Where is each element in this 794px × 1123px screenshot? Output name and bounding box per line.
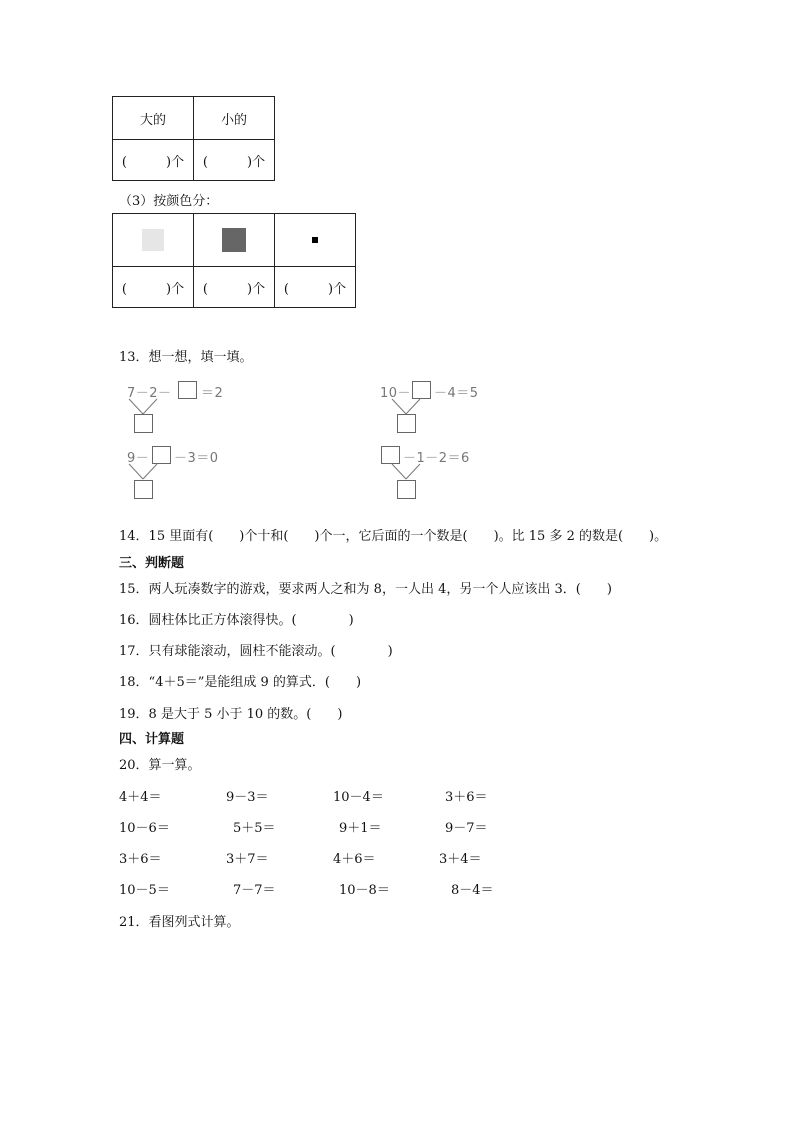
section4-heading: 四、计算题 (119, 732, 185, 747)
calc-item: 9＋1＝ (339, 821, 382, 836)
size-table (112, 96, 275, 181)
calc-item: 7－7＝ (233, 883, 276, 898)
color-blank-dark[interactable]: ( )个 (194, 267, 275, 308)
light-gray-square (142, 229, 164, 251)
calc-item: 4＋4＝ (119, 790, 162, 805)
q21-title: 21．看图列式计算。 (119, 915, 240, 930)
calc-item: 10－5＝ (119, 883, 170, 898)
size-blank-big[interactable]: ( )个 (113, 140, 194, 181)
eq2-left: 10－ (380, 386, 412, 401)
color-section-label: （3）按颜色分： (119, 194, 219, 209)
size-blank-small[interactable]: ( )个 (194, 140, 275, 181)
calc-item: 9－7＝ (445, 821, 488, 836)
color-cell-black (275, 214, 356, 267)
calc-item: 10－4＝ (333, 790, 384, 805)
eq2-split-box[interactable] (397, 414, 416, 433)
q15: 15．两人玩凑数字的游戏，要求两人之和为 8，一人出 4，另一个人应该出 3．( ) (119, 582, 612, 597)
calc-item: 9－3＝ (226, 790, 269, 805)
eq1-left: 7－2－ (127, 386, 172, 401)
q18: 18．“4＋5＝”是能组成 9 的算式．( ) (119, 675, 362, 690)
calc-item: 8－4＝ (451, 883, 494, 898)
eq3-left: 9－ (127, 451, 150, 466)
q13-title: 13．想一想，填一填。 (119, 350, 253, 365)
calc-item: 3＋6＝ (445, 790, 488, 805)
calc-item: 10－8＝ (339, 883, 390, 898)
eq3-split-lines (126, 463, 166, 481)
color-table (112, 213, 356, 308)
dark-gray-square (222, 228, 246, 252)
q14: 14．15 里面有( )个十和( )个一，它后面的一个数是( )。比 15 多 2 的数是( )。 (119, 529, 668, 544)
color-cell-dark (194, 214, 275, 267)
eq3-right: －3＝0 (174, 451, 219, 466)
section3-heading: 三、判断题 (119, 556, 185, 571)
calc-item: 3＋6＝ (119, 852, 162, 867)
eq4-blank-box[interactable] (381, 446, 400, 464)
q20-title: 20．算一算。 (119, 758, 201, 773)
color-blank-light[interactable]: ( )个 (113, 267, 194, 308)
eq1-right: ＝2 (201, 386, 224, 401)
eq1-split-box[interactable] (134, 414, 153, 433)
q16: 16．圆柱体比正方体滚得快。( ) (119, 613, 354, 628)
black-square (312, 237, 318, 243)
q17: 17．只有球能滚动，圆柱不能滚动。( ) (119, 644, 393, 659)
eq2-blank-box[interactable] (412, 381, 431, 399)
eq3-blank-box[interactable] (152, 446, 171, 464)
eq1-blank-box[interactable] (178, 381, 197, 399)
size-header-small: 小的 (194, 97, 275, 140)
size-header-big: 大的 (113, 97, 194, 140)
calc-item: 3＋4＝ (439, 852, 482, 867)
eq2-right: －4＝5 (434, 386, 479, 401)
color-blank-black[interactable]: ( )个 (275, 267, 356, 308)
calc-item: 3＋7＝ (226, 852, 269, 867)
eq4-split-lines (389, 463, 429, 481)
color-cell-light (113, 214, 194, 267)
eq4-right: －1－2＝6 (403, 451, 470, 466)
calc-item: 4＋6＝ (333, 852, 376, 867)
q19: 19．8 是大于 5 小于 10 的数。( ) (119, 707, 343, 722)
eq4-split-box[interactable] (397, 480, 416, 499)
calc-item: 10－6＝ (119, 821, 170, 836)
calc-item: 5＋5＝ (233, 821, 276, 836)
eq3-split-box[interactable] (134, 480, 153, 499)
